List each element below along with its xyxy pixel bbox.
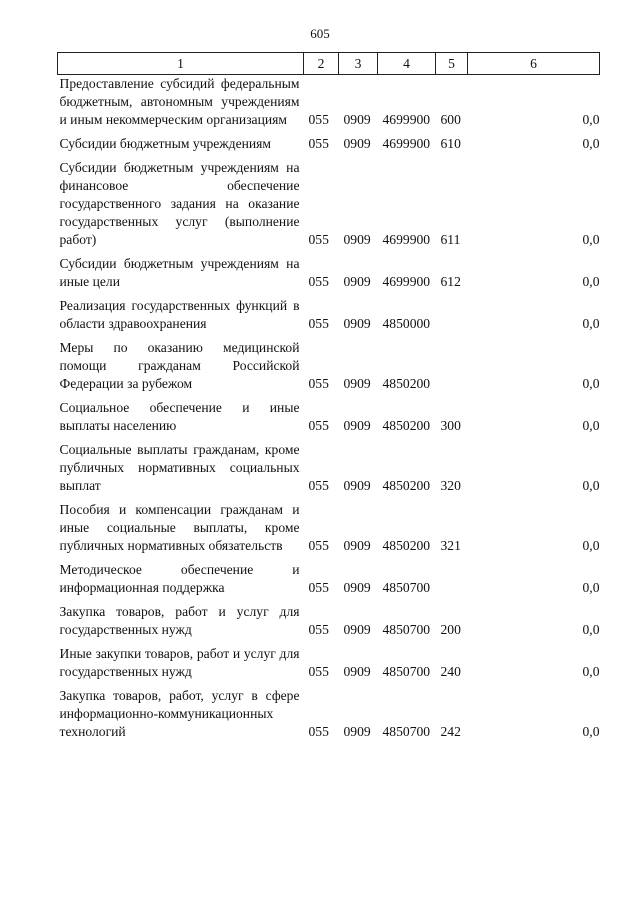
row-amount: 0,0 [582, 112, 600, 127]
header-col-5: 5 [436, 53, 468, 75]
row-kind-code: 200 [440, 622, 461, 637]
header-col-1: 1 [58, 53, 304, 75]
row-name: Методическое обеспечение и информационная поддержка [59, 562, 300, 595]
page-number: 605 [310, 26, 330, 41]
row-section-code: 0909 [343, 376, 371, 391]
row-target-code: 4850700 [382, 622, 431, 637]
table-row [58, 555, 600, 597]
row-ministry-code: 055 [308, 274, 329, 289]
row-ministry-code: 055 [308, 232, 329, 247]
header-col-4: 4 [378, 53, 436, 75]
row-name: Субсидии бюджетным учреждениям на финансовое обеспечение государственного задания на оказание государственных услуг (выполнение работ) [59, 160, 300, 247]
table-row [58, 681, 600, 741]
row-target-code: 4850700 [382, 724, 431, 739]
row-section-code: 0909 [343, 664, 371, 679]
row-amount: 0,0 [582, 232, 600, 247]
row-ministry-code: 055 [308, 538, 329, 553]
row-amount: 0,0 [582, 316, 600, 331]
row-amount: 0,0 [582, 664, 600, 679]
budget-table [57, 52, 600, 741]
row-kind-code: 611 [440, 232, 461, 247]
row-name: Предоставление субсидий федеральным бюджетным, автономным учреждениям и иным некоммерческим организациям [59, 76, 300, 127]
row-ministry-code: 055 [308, 376, 329, 391]
row-target-code: 4699900 [382, 232, 431, 247]
row-name: Социальные выплаты гражданам, кроме публичных нормативных социальных выплат [59, 442, 300, 493]
row-ministry-code: 055 [308, 136, 329, 151]
row-amount: 0,0 [582, 622, 600, 637]
row-amount: 0,0 [582, 418, 600, 433]
row-amount: 0,0 [582, 724, 600, 739]
row-amount: 0,0 [582, 274, 600, 289]
row-ministry-code: 055 [308, 418, 329, 433]
row-section-code: 0909 [343, 418, 371, 433]
row-name: Закупка товаров, работ, услуг в сфере информационно-коммуникационных технологий [59, 688, 300, 739]
row-amount: 0,0 [582, 478, 600, 493]
table-row [58, 333, 600, 393]
row-name: Иные закупки товаров, работ и услуг для государственных нужд [59, 646, 300, 679]
row-target-code: 4850700 [382, 664, 431, 679]
row-amount: 0,0 [582, 376, 600, 391]
row-section-code: 0909 [343, 724, 371, 739]
header-col-6: 6 [468, 53, 600, 75]
table-row [58, 291, 600, 333]
row-target-code: 4699900 [382, 112, 431, 127]
row-name: Субсидии бюджетным учреждениям на иные цели [59, 256, 300, 289]
table-row [58, 249, 600, 291]
row-ministry-code: 055 [308, 724, 329, 739]
table-header [58, 53, 600, 75]
row-section-code: 0909 [343, 538, 371, 553]
row-target-code: 4850200 [382, 538, 431, 553]
row-kind-code [436, 333, 468, 393]
row-kind-code: 242 [440, 724, 461, 739]
row-section-code: 0909 [343, 478, 371, 493]
row-ministry-code: 055 [308, 664, 329, 679]
table-row [58, 597, 600, 639]
row-kind-code: 240 [440, 664, 461, 679]
header-col-2: 2 [304, 53, 339, 75]
row-section-code: 0909 [343, 274, 371, 289]
row-kind-code: 320 [440, 478, 461, 493]
row-ministry-code: 055 [308, 580, 329, 595]
row-ministry-code: 055 [308, 316, 329, 331]
row-section-code: 0909 [343, 622, 371, 637]
row-kind-code [436, 555, 468, 597]
row-kind-code: 300 [440, 418, 461, 433]
row-name: Пособия и компенсации гражданам и иные социальные выплаты, кроме публичных нормативных обязательств [59, 502, 300, 553]
row-kind-code: 600 [440, 112, 461, 127]
table-row [58, 639, 600, 681]
row-ministry-code: 055 [308, 478, 329, 493]
row-section-code: 0909 [343, 316, 371, 331]
row-target-code: 4850200 [382, 418, 431, 433]
table-row [58, 495, 600, 555]
row-target-code: 4699900 [382, 136, 431, 151]
row-name: Социальное обеспечение и иные выплаты населению [59, 400, 300, 433]
table-row [58, 393, 600, 435]
row-name: Субсидии бюджетным учреждениям [59, 136, 272, 151]
row-kind-code: 612 [440, 274, 461, 289]
row-target-code: 4850000 [382, 316, 431, 331]
row-kind-code [436, 291, 468, 333]
row-section-code: 0909 [343, 136, 371, 151]
table-body [58, 75, 600, 742]
row-target-code: 4850200 [382, 376, 431, 391]
row-amount: 0,0 [582, 538, 600, 553]
row-target-code: 4850200 [382, 478, 431, 493]
header-col-3: 3 [339, 53, 378, 75]
row-kind-code: 610 [440, 136, 461, 151]
row-section-code: 0909 [343, 112, 371, 127]
row-kind-code: 321 [440, 538, 461, 553]
table-row [58, 75, 600, 130]
row-name: Закупка товаров, работ и услуг для государственных нужд [59, 604, 300, 637]
row-amount: 0,0 [582, 136, 600, 151]
table-row [58, 153, 600, 249]
row-amount: 0,0 [582, 580, 600, 595]
row-name: Реализация государственных функций в области здравоохранения [59, 298, 300, 331]
table-row [58, 435, 600, 495]
row-name: Меры по оказанию медицинской помощи гражданам Российской Федерации за рубежом [59, 340, 300, 391]
row-target-code: 4850700 [382, 580, 431, 595]
table-row [58, 129, 600, 153]
row-ministry-code: 055 [308, 112, 329, 127]
row-section-code: 0909 [343, 580, 371, 595]
row-section-code: 0909 [343, 232, 371, 247]
row-ministry-code: 055 [308, 622, 329, 637]
row-target-code: 4699900 [382, 274, 431, 289]
